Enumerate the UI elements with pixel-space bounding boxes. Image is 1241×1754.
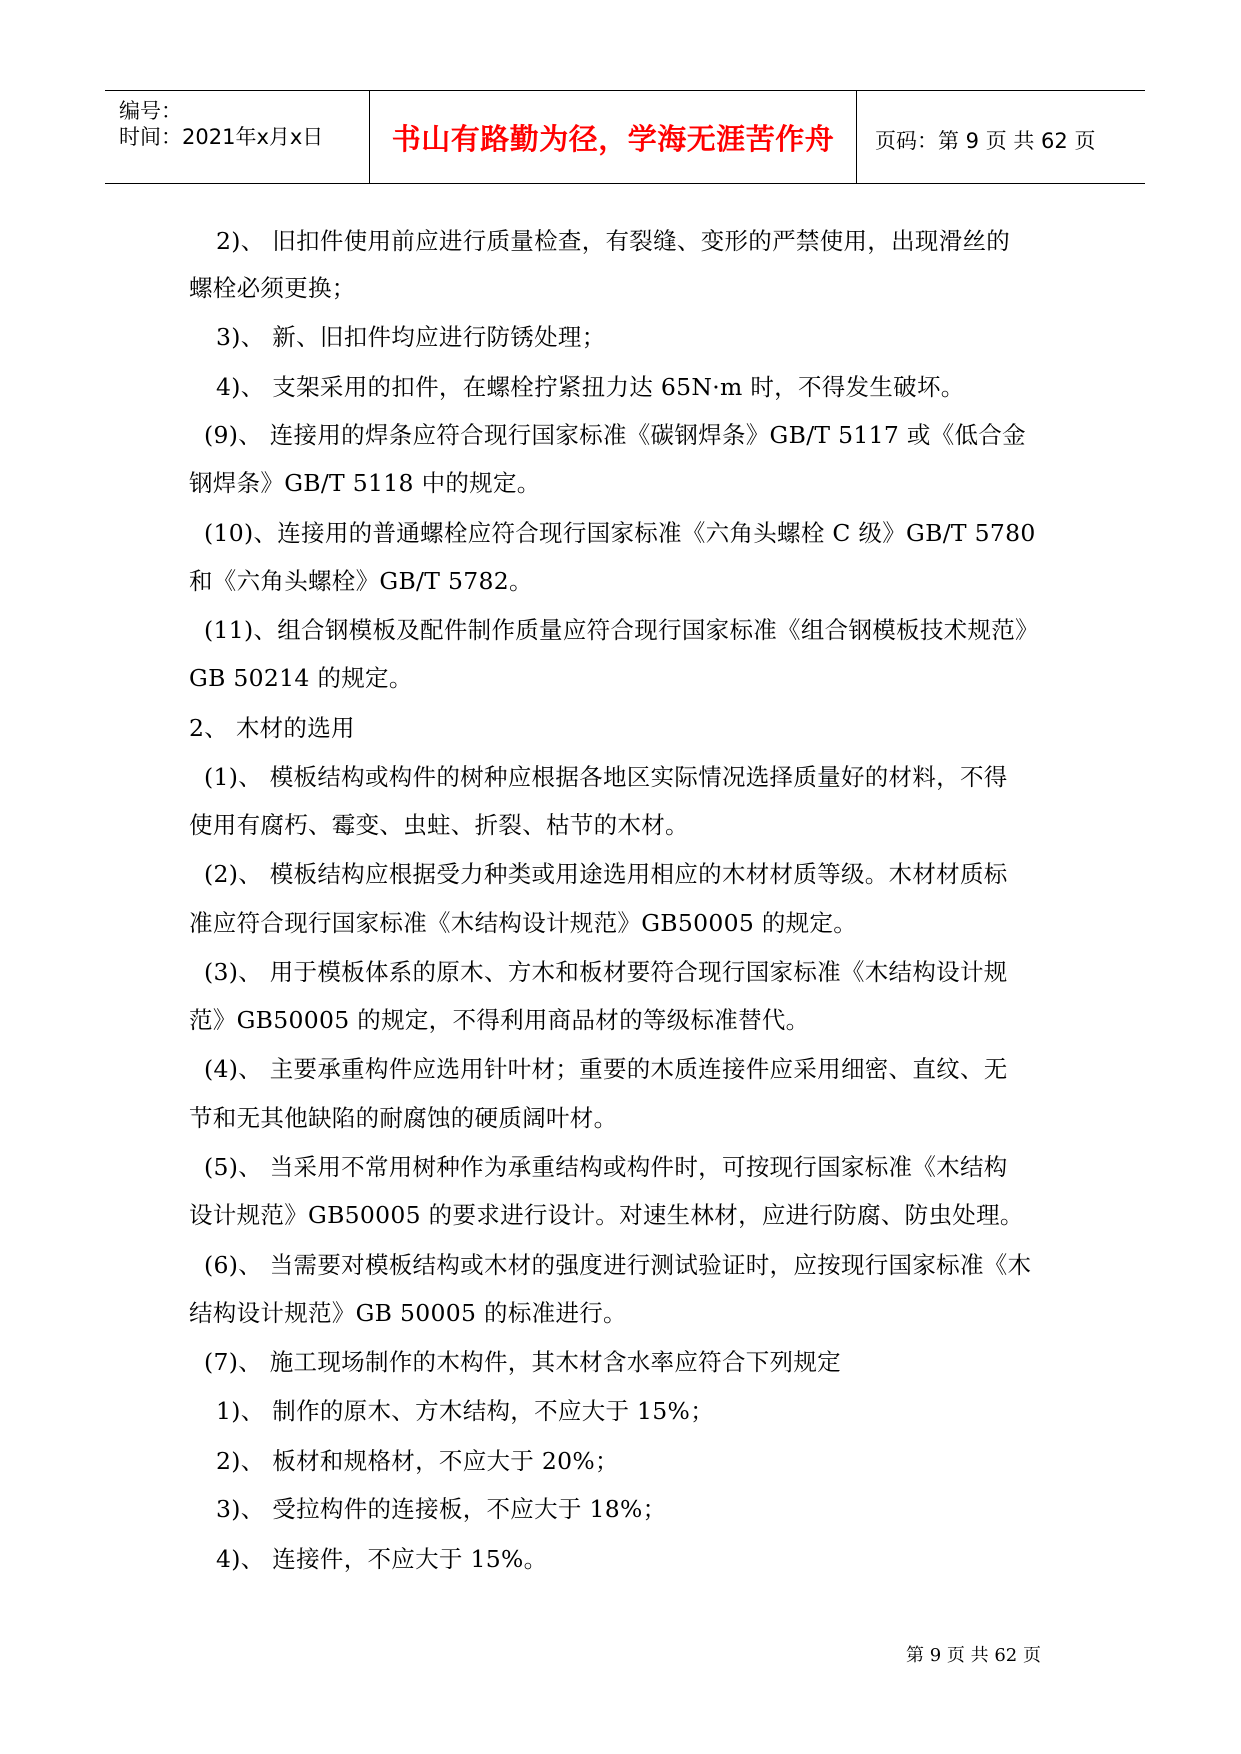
text-line: 设计规范》GB50005 的要求进行设计。对速生林材，应进行防腐、防虫处理。 xyxy=(189,1201,1024,1229)
text-line: 2)、 板材和规格材，不应大于 20%； xyxy=(216,1447,619,1475)
header-meta-cell xyxy=(105,91,370,183)
page-header xyxy=(105,90,1145,184)
text-line: 3)、 新、旧扣件均应进行防锈处理； xyxy=(216,323,606,351)
text-line: 结构设计规范》GB 50005 的标准进行。 xyxy=(189,1299,627,1327)
text-line: 准应符合现行国家标准《木结构设计规范》GB50005 的规定。 xyxy=(189,909,858,937)
text-line: (10)、连接用的普通螺栓应符合现行国家标准《六角头螺栓 C 级》GB/T 5780 xyxy=(204,519,1036,547)
text-line: 螺栓必须更换； xyxy=(189,274,356,302)
text-line: (3)、 用于模板体系的原木、方木和板材要符合现行国家标准《木结构设计规 xyxy=(204,958,1008,986)
text-line: 使用有腐朽、霉变、虫蛀、折裂、枯节的木材。 xyxy=(189,811,689,839)
text-line: 节和无其他缺陷的耐腐蚀的硬质阔叶材。 xyxy=(189,1104,618,1132)
section-heading: 2、 木材的选用 xyxy=(189,714,355,742)
text-line: 钢焊条》GB/T 5118 中的规定。 xyxy=(189,469,541,497)
text-line: 4)、 支架采用的扣件，在螺栓拧紧扭力达 65N·m 时，不得发生破坏。 xyxy=(216,373,965,401)
motto-text: 书山有路勤为径，学海无涯苦作舟 xyxy=(391,122,835,156)
page-footer: 第 9 页 共 62 页 xyxy=(906,1645,1041,1666)
text-line: GB 50214 的规定。 xyxy=(189,664,413,692)
text-line: 1)、 制作的原木、方木结构，不应大于 15%； xyxy=(216,1397,714,1425)
serial-label: 编号： xyxy=(119,99,182,123)
text-line: (2)、 模板结构应根据受力种类或用途选用相应的木材材质等级。木材材质标 xyxy=(204,860,1008,888)
text-line: (11)、组合钢模板及配件制作质量应符合现行国家标准《组合钢模板技术规范》 xyxy=(204,616,1039,644)
text-line: 范》GB50005 的规定，不得利用商品材的等级标准替代。 xyxy=(189,1006,810,1034)
text-line: 4)、 连接件，不应大于 15%。 xyxy=(216,1545,548,1573)
text-line: 2)、 旧扣件使用前应进行质量检查，有裂缝、变形的严禁使用，出现滑丝的 xyxy=(216,227,1011,255)
text-line: (4)、 主要承重构件应选用针叶材；重要的木质连接件应采用细密、直纹、无 xyxy=(204,1055,1008,1083)
header-page-label: 页码：第 9 页 共 62 页 xyxy=(875,129,1096,153)
text-line: (5)、 当采用不常用树种作为承重结构或构件时，可按现行国家标准《木结构 xyxy=(204,1153,1008,1181)
text-line: (9)、 连接用的焊条应符合现行国家标准《碳钢焊条》GB/T 5117 或《低合金 xyxy=(204,421,1026,449)
header-page-cell xyxy=(857,91,1145,183)
text-line: 3)、 受拉构件的连接板，不应大于 18%； xyxy=(216,1495,667,1523)
text-line: (6)、 当需要对模板结构或木材的强度进行测试验证时，应按现行国家标准《木 xyxy=(204,1251,1032,1279)
text-line: 和《六角头螺栓》GB/T 5782。 xyxy=(189,567,533,595)
time-label: 时间：2021年x月x日 xyxy=(119,125,324,149)
text-line: (1)、 模板结构或构件的树种应根据各地区实际情况选择质量好的材料，不得 xyxy=(204,763,1008,791)
header-motto-cell xyxy=(370,91,857,183)
text-line: (7)、 施工现场制作的木构件，其木材含水率应符合下列规定 xyxy=(204,1348,841,1376)
